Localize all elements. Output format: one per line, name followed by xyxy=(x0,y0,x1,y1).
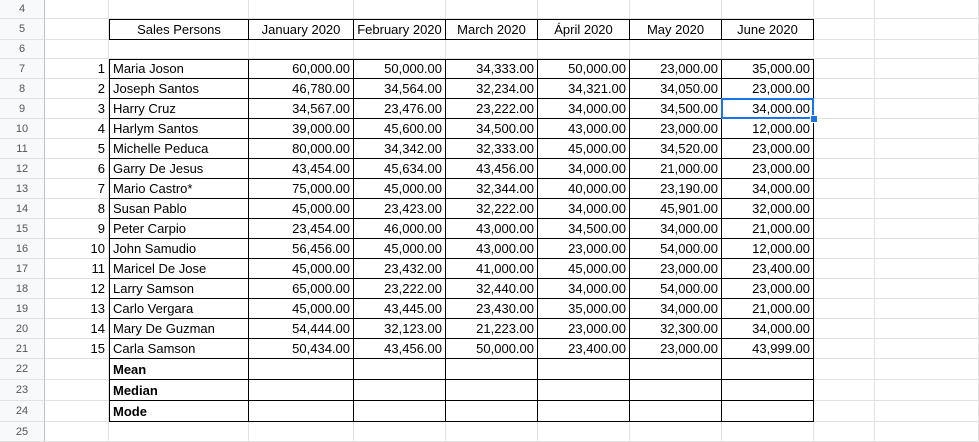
empty-cell[interactable] xyxy=(814,79,875,99)
empty-cell[interactable] xyxy=(875,401,979,422)
header-month[interactable]: May 2020 xyxy=(630,19,722,40)
empty-cell[interactable] xyxy=(875,219,979,239)
sales-value[interactable]: 43,000.00 xyxy=(446,239,538,259)
sales-value[interactable]: 45,000.00 xyxy=(538,259,630,279)
sales-value[interactable]: 34,520.00 xyxy=(630,139,722,159)
sales-value[interactable]: 34,050.00 xyxy=(630,79,722,99)
sales-value[interactable]: 23,000.00 xyxy=(630,119,722,139)
sales-value[interactable]: 34,567.00 xyxy=(249,99,354,119)
row-index[interactable]: 5 xyxy=(45,139,109,159)
empty-cell[interactable] xyxy=(875,339,979,359)
empty-cell[interactable] xyxy=(875,0,979,19)
sales-value[interactable]: 21,000.00 xyxy=(630,159,722,179)
empty-cell[interactable] xyxy=(814,339,875,359)
sales-value[interactable]: 23,476.00 xyxy=(354,99,446,119)
sales-value[interactable]: 39,000.00 xyxy=(249,119,354,139)
sales-value[interactable]: 23,423.00 xyxy=(354,199,446,219)
sales-value[interactable]: 45,901.00 xyxy=(630,199,722,219)
sales-value[interactable]: 32,234.00 xyxy=(446,79,538,99)
empty-cell[interactable] xyxy=(249,0,354,19)
stat-value-cell[interactable] xyxy=(538,401,630,422)
sales-value[interactable]: 50,000.00 xyxy=(354,59,446,79)
empty-cell[interactable] xyxy=(446,0,538,19)
empty-cell[interactable] xyxy=(875,299,979,319)
stat-value-cell[interactable] xyxy=(249,359,354,380)
sales-value[interactable]: 23,454.00 xyxy=(249,219,354,239)
sales-value[interactable]: 23,000.00 xyxy=(538,239,630,259)
row-index[interactable]: 1 xyxy=(45,59,109,79)
sales-value[interactable]: 46,000.00 xyxy=(354,219,446,239)
sales-value[interactable]: 65,000.00 xyxy=(249,279,354,299)
sales-person-name[interactable]: Carla Samson xyxy=(109,339,249,359)
empty-cell[interactable] xyxy=(875,40,979,59)
sales-value[interactable]: 45,000.00 xyxy=(538,139,630,159)
sales-value[interactable]: 60,000.00 xyxy=(249,59,354,79)
empty-cell[interactable] xyxy=(875,359,979,380)
sales-person-name[interactable]: Michelle Peduca xyxy=(109,139,249,159)
empty-cell[interactable] xyxy=(45,0,109,19)
sales-value[interactable]: 50,434.00 xyxy=(249,339,354,359)
row-header[interactable]: 15 xyxy=(0,219,45,239)
sales-value[interactable]: 23,000.00 xyxy=(630,259,722,279)
sales-value[interactable]: 35,000.00 xyxy=(538,299,630,319)
sales-person-name[interactable]: John Samudio xyxy=(109,239,249,259)
empty-cell[interactable] xyxy=(814,319,875,339)
row-header[interactable]: 24 xyxy=(0,401,45,422)
header-month[interactable]: Ápril 2020 xyxy=(538,19,630,40)
row-header[interactable]: 9 xyxy=(0,99,45,119)
sales-value[interactable]: 23,000.00 xyxy=(722,139,814,159)
sales-value[interactable]: 75,000.00 xyxy=(249,179,354,199)
row-index[interactable]: 10 xyxy=(45,239,109,259)
empty-cell[interactable] xyxy=(45,19,109,40)
row-index[interactable]: 2 xyxy=(45,79,109,99)
empty-cell[interactable] xyxy=(45,401,109,422)
sales-value[interactable]: 21,000.00 xyxy=(722,299,814,319)
sales-value[interactable]: 45,634.00 xyxy=(354,159,446,179)
stat-value-cell[interactable] xyxy=(446,380,538,401)
sales-value[interactable]: 43,454.00 xyxy=(249,159,354,179)
sales-value[interactable]: 34,000.00 xyxy=(722,99,814,119)
row-header[interactable]: 25 xyxy=(0,422,45,442)
empty-cell[interactable] xyxy=(875,239,979,259)
sales-value[interactable]: 54,444.00 xyxy=(249,319,354,339)
sales-person-name[interactable]: Garry De Jesus xyxy=(109,159,249,179)
sales-value[interactable]: 40,000.00 xyxy=(538,179,630,199)
empty-cell[interactable] xyxy=(875,139,979,159)
empty-cell[interactable] xyxy=(45,422,109,442)
sales-value[interactable]: 50,000.00 xyxy=(446,339,538,359)
sales-value[interactable]: 23,000.00 xyxy=(722,79,814,99)
stat-value-cell[interactable] xyxy=(538,380,630,401)
sales-value[interactable]: 23,400.00 xyxy=(722,259,814,279)
empty-cell[interactable] xyxy=(354,0,446,19)
sales-person-name[interactable]: Maria Joson xyxy=(109,59,249,79)
sales-person-name[interactable]: Mary De Guzman xyxy=(109,319,249,339)
sales-value[interactable]: 45,000.00 xyxy=(354,239,446,259)
stat-label[interactable]: Median xyxy=(109,380,249,401)
row-header[interactable]: 4 xyxy=(0,0,45,19)
empty-cell[interactable] xyxy=(875,319,979,339)
empty-cell[interactable] xyxy=(875,79,979,99)
empty-cell[interactable] xyxy=(538,422,630,442)
sales-value[interactable]: 23,000.00 xyxy=(630,59,722,79)
sales-value[interactable]: 34,321.00 xyxy=(538,79,630,99)
sales-value[interactable]: 23,000.00 xyxy=(538,319,630,339)
empty-cell[interactable] xyxy=(45,380,109,401)
sales-value[interactable]: 23,000.00 xyxy=(630,339,722,359)
sales-value[interactable]: 23,400.00 xyxy=(538,339,630,359)
empty-cell[interactable] xyxy=(249,422,354,442)
empty-cell[interactable] xyxy=(875,199,979,219)
empty-cell[interactable] xyxy=(875,259,979,279)
row-index[interactable]: 6 xyxy=(45,159,109,179)
row-header[interactable]: 21 xyxy=(0,339,45,359)
sales-value[interactable]: 46,780.00 xyxy=(249,79,354,99)
sales-value[interactable]: 32,333.00 xyxy=(446,139,538,159)
fill-handle[interactable] xyxy=(810,115,818,123)
sales-value[interactable]: 41,000.00 xyxy=(446,259,538,279)
row-index[interactable]: 7 xyxy=(45,179,109,199)
empty-cell[interactable] xyxy=(814,99,875,119)
sales-person-name[interactable]: Harlym Santos xyxy=(109,119,249,139)
stat-value-cell[interactable] xyxy=(630,380,722,401)
sales-value[interactable]: 23,222.00 xyxy=(354,279,446,299)
sales-value[interactable]: 23,222.00 xyxy=(446,99,538,119)
empty-cell[interactable] xyxy=(814,422,875,442)
row-index[interactable]: 4 xyxy=(45,119,109,139)
sales-person-name[interactable]: Larry Samson xyxy=(109,279,249,299)
stat-value-cell[interactable] xyxy=(630,401,722,422)
empty-cell[interactable] xyxy=(814,239,875,259)
row-index[interactable]: 15 xyxy=(45,339,109,359)
empty-cell[interactable] xyxy=(814,119,875,139)
sales-value[interactable]: 34,000.00 xyxy=(538,279,630,299)
sales-value[interactable]: 34,564.00 xyxy=(354,79,446,99)
row-index[interactable]: 9 xyxy=(45,219,109,239)
sales-value[interactable]: 23,190.00 xyxy=(630,179,722,199)
sales-value[interactable]: 43,000.00 xyxy=(446,219,538,239)
sales-value[interactable]: 32,123.00 xyxy=(354,319,446,339)
empty-cell[interactable] xyxy=(814,19,875,40)
sales-value[interactable]: 34,000.00 xyxy=(538,159,630,179)
sales-value[interactable]: 45,000.00 xyxy=(249,199,354,219)
empty-cell[interactable] xyxy=(109,422,249,442)
sales-person-name[interactable]: Carlo Vergara xyxy=(109,299,249,319)
empty-cell[interactable] xyxy=(446,40,538,59)
empty-cell[interactable] xyxy=(814,380,875,401)
sales-value[interactable]: 34,000.00 xyxy=(722,319,814,339)
header-sales-persons[interactable]: Sales Persons xyxy=(109,19,249,40)
sales-value[interactable]: 23,000.00 xyxy=(722,279,814,299)
sales-value[interactable]: 56,456.00 xyxy=(249,239,354,259)
row-header[interactable]: 22 xyxy=(0,359,45,380)
empty-cell[interactable] xyxy=(45,359,109,380)
row-header[interactable]: 23 xyxy=(0,380,45,401)
row-header[interactable]: 18 xyxy=(0,279,45,299)
empty-cell[interactable] xyxy=(814,279,875,299)
sales-value[interactable]: 54,000.00 xyxy=(630,239,722,259)
sales-value[interactable]: 21,223.00 xyxy=(446,319,538,339)
sales-value[interactable]: 34,000.00 xyxy=(538,199,630,219)
stat-value-cell[interactable] xyxy=(249,401,354,422)
sales-person-name[interactable]: Maricel De Jose xyxy=(109,259,249,279)
row-index[interactable]: 3 xyxy=(45,99,109,119)
sales-value[interactable]: 34,000.00 xyxy=(630,219,722,239)
stat-value-cell[interactable] xyxy=(249,380,354,401)
empty-cell[interactable] xyxy=(109,40,249,59)
empty-cell[interactable] xyxy=(875,179,979,199)
empty-cell[interactable] xyxy=(814,199,875,219)
sales-value[interactable]: 32,344.00 xyxy=(446,179,538,199)
sales-value[interactable]: 34,000.00 xyxy=(722,179,814,199)
stat-value-cell[interactable] xyxy=(354,401,446,422)
sales-value[interactable]: 32,000.00 xyxy=(722,199,814,219)
sales-value[interactable]: 45,600.00 xyxy=(354,119,446,139)
row-index[interactable]: 11 xyxy=(45,259,109,279)
sales-value[interactable]: 12,000.00 xyxy=(722,119,814,139)
empty-cell[interactable] xyxy=(814,401,875,422)
row-header[interactable]: 7 xyxy=(0,59,45,79)
sales-person-name[interactable]: Susan Pablo xyxy=(109,199,249,219)
empty-cell[interactable] xyxy=(875,159,979,179)
header-month[interactable]: January 2020 xyxy=(249,19,354,40)
sales-value[interactable]: 34,333.00 xyxy=(446,59,538,79)
row-index[interactable]: 14 xyxy=(45,319,109,339)
sales-value[interactable]: 34,500.00 xyxy=(446,119,538,139)
sales-value[interactable]: 54,000.00 xyxy=(630,279,722,299)
empty-cell[interactable] xyxy=(45,40,109,59)
empty-cell[interactable] xyxy=(354,422,446,442)
empty-cell[interactable] xyxy=(446,422,538,442)
stat-value-cell[interactable] xyxy=(630,359,722,380)
sales-value[interactable]: 12,000.00 xyxy=(722,239,814,259)
stat-value-cell[interactable] xyxy=(446,401,538,422)
sales-value[interactable]: 43,999.00 xyxy=(722,339,814,359)
sales-person-name[interactable]: Harry Cruz xyxy=(109,99,249,119)
sales-value[interactable]: 50,000.00 xyxy=(538,59,630,79)
header-month[interactable]: March 2020 xyxy=(446,19,538,40)
empty-cell[interactable] xyxy=(814,359,875,380)
sales-value[interactable]: 35,000.00 xyxy=(722,59,814,79)
empty-cell[interactable] xyxy=(722,0,814,19)
sales-value[interactable]: 23,432.00 xyxy=(354,259,446,279)
empty-cell[interactable] xyxy=(538,40,630,59)
sales-value[interactable]: 43,456.00 xyxy=(354,339,446,359)
empty-cell[interactable] xyxy=(814,259,875,279)
empty-cell[interactable] xyxy=(722,422,814,442)
sales-value[interactable]: 45,000.00 xyxy=(249,259,354,279)
stat-value-cell[interactable] xyxy=(722,380,814,401)
empty-cell[interactable] xyxy=(875,99,979,119)
empty-cell[interactable] xyxy=(814,299,875,319)
row-header[interactable]: 17 xyxy=(0,259,45,279)
empty-cell[interactable] xyxy=(875,119,979,139)
sales-value[interactable]: 43,000.00 xyxy=(538,119,630,139)
empty-cell[interactable] xyxy=(722,40,814,59)
sales-value[interactable]: 43,445.00 xyxy=(354,299,446,319)
stat-value-cell[interactable] xyxy=(722,359,814,380)
empty-cell[interactable] xyxy=(630,40,722,59)
empty-cell[interactable] xyxy=(814,139,875,159)
empty-cell[interactable] xyxy=(814,40,875,59)
stat-label[interactable]: Mode xyxy=(109,401,249,422)
header-month[interactable]: February 2020 xyxy=(354,19,446,40)
sales-value[interactable]: 34,342.00 xyxy=(354,139,446,159)
sales-value[interactable]: 32,440.00 xyxy=(446,279,538,299)
sales-person-name[interactable]: Joseph Santos xyxy=(109,79,249,99)
empty-cell[interactable] xyxy=(538,0,630,19)
stat-label[interactable]: Mean xyxy=(109,359,249,380)
stat-value-cell[interactable] xyxy=(354,380,446,401)
row-header[interactable]: 14 xyxy=(0,199,45,219)
sales-person-name[interactable]: Peter Carpio xyxy=(109,219,249,239)
empty-cell[interactable] xyxy=(875,422,979,442)
row-header[interactable]: 11 xyxy=(0,139,45,159)
sales-value[interactable]: 32,300.00 xyxy=(630,319,722,339)
row-header[interactable]: 16 xyxy=(0,239,45,259)
stat-value-cell[interactable] xyxy=(446,359,538,380)
row-header[interactable]: 5 xyxy=(0,19,45,40)
empty-cell[interactable] xyxy=(814,59,875,79)
empty-cell[interactable] xyxy=(630,0,722,19)
empty-cell[interactable] xyxy=(814,179,875,199)
row-index[interactable]: 12 xyxy=(45,279,109,299)
row-header[interactable]: 8 xyxy=(0,79,45,99)
sales-value[interactable]: 23,000.00 xyxy=(722,159,814,179)
sales-value[interactable]: 45,000.00 xyxy=(354,179,446,199)
sales-value[interactable]: 23,430.00 xyxy=(446,299,538,319)
empty-cell[interactable] xyxy=(814,159,875,179)
sales-value[interactable]: 45,000.00 xyxy=(249,299,354,319)
stat-value-cell[interactable] xyxy=(538,359,630,380)
row-header[interactable]: 12 xyxy=(0,159,45,179)
row-index[interactable]: 8 xyxy=(45,199,109,219)
row-header[interactable]: 19 xyxy=(0,299,45,319)
sales-value[interactable]: 34,000.00 xyxy=(538,99,630,119)
empty-cell[interactable] xyxy=(249,40,354,59)
row-header[interactable]: 6 xyxy=(0,40,45,59)
stat-value-cell[interactable] xyxy=(722,401,814,422)
sales-person-name[interactable]: Mario Castro* xyxy=(109,179,249,199)
empty-cell[interactable] xyxy=(875,59,979,79)
sales-value[interactable]: 43,456.00 xyxy=(446,159,538,179)
empty-cell[interactable] xyxy=(354,40,446,59)
empty-cell[interactable] xyxy=(814,219,875,239)
header-month[interactable]: June 2020 xyxy=(722,19,814,40)
empty-cell[interactable] xyxy=(875,19,979,40)
empty-cell[interactable] xyxy=(109,0,249,19)
row-header[interactable]: 20 xyxy=(0,319,45,339)
sales-value[interactable]: 21,000.00 xyxy=(722,219,814,239)
stat-value-cell[interactable] xyxy=(354,359,446,380)
empty-cell[interactable] xyxy=(875,279,979,299)
row-index[interactable]: 13 xyxy=(45,299,109,319)
row-header[interactable]: 10 xyxy=(0,119,45,139)
empty-cell[interactable] xyxy=(814,0,875,19)
sales-value[interactable]: 34,500.00 xyxy=(538,219,630,239)
sales-value[interactable]: 34,500.00 xyxy=(630,99,722,119)
row-header[interactable]: 13 xyxy=(0,179,45,199)
sales-value[interactable]: 80,000.00 xyxy=(249,139,354,159)
empty-cell[interactable] xyxy=(875,380,979,401)
sales-value[interactable]: 32,222.00 xyxy=(446,199,538,219)
sales-value[interactable]: 34,000.00 xyxy=(630,299,722,319)
empty-cell[interactable] xyxy=(630,422,722,442)
